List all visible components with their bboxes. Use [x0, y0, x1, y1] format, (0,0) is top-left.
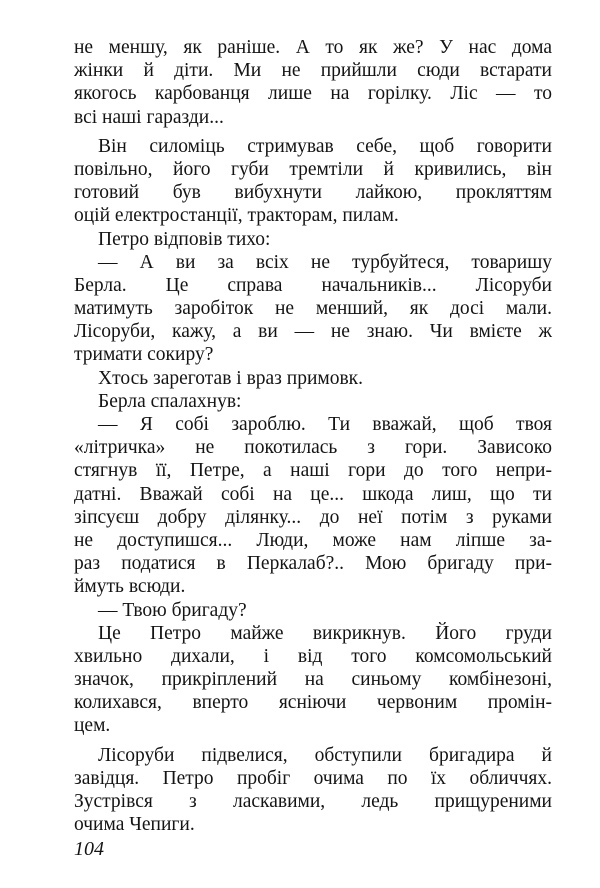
text-line: Лісоруби підвелися, обступили бригадира й — [98, 744, 552, 766]
text-line: Хтось зареготав і враз примовк. — [98, 367, 364, 389]
text-line: раз податися в Перкалаб?.. Мою бригаду при- — [74, 553, 552, 575]
text-line: Берла спалахнув: — [98, 390, 242, 412]
text-line: тримати сокиру? — [74, 344, 214, 366]
text-line: жінки й діти. Ми не прийшли сюди встарати — [74, 60, 552, 82]
text-line: не меншу, як раніше. А то як же? У нас дома — [74, 37, 552, 58]
text-line: колихався, вперто ясніючи червоним промін- — [74, 692, 552, 714]
text-line: Петро відповів тихо: — [98, 228, 271, 250]
text-line: ймуть всюди. — [74, 576, 186, 598]
text-line: Це Петро майже викрикнув. Його груди — [98, 622, 552, 644]
text-line: датні. Вважай собі на це... шкода лиш, що ти — [74, 483, 552, 505]
text-line: — А ви за всіх не турбуйтеся, товаришу — [98, 251, 552, 273]
text-line: всі наші гаразди... — [74, 106, 224, 128]
text-line: Лісоруби, кажу, а ви — не знаю. Чи вмієте ж — [74, 321, 552, 343]
text-line: цем. — [74, 715, 111, 737]
text-line: не доступишся... Люди, може нам ліпше за- — [74, 529, 552, 551]
text-line: готовий був вибухнути лайкою, прокляттям — [74, 182, 552, 204]
text-line: хвильно дихали, і від того комсомольський — [74, 645, 552, 667]
text-line: — Твою бригаду? — [98, 599, 247, 621]
text-line: Він силоміць стримував себе, щоб говорити — [98, 135, 552, 157]
text-line: зіпсуєш добру ділянку... до неї потім з руками — [74, 506, 552, 528]
text-line: очима Чепиги. — [74, 814, 195, 836]
text-line: значок, прикріплений на синьому комбінезоні, — [74, 669, 552, 691]
text-line: матимуть заробіток не менший, як досі мали. — [74, 298, 552, 320]
text-line: — Я собі зароблю. Ти вважай, щоб твоя — [98, 414, 552, 435]
text-line: Берла. Це справа начальників... Лісоруби — [74, 274, 552, 296]
body-text — [74, 36, 552, 836]
text-line: «літричка» не покотилась з гори. Зависоко — [74, 437, 552, 459]
text-line: завідця. Петро пробіг очима по їх обличчях. — [74, 767, 552, 789]
text-line: стягнув її, Петре, а наші гори до того непри- — [74, 460, 552, 482]
text-line: повільно, його губи тремтіли й кривились, він — [74, 158, 552, 180]
page-number: 104 — [74, 838, 104, 860]
text-line: оцій електростанції, тракторам, пилам. — [74, 205, 399, 227]
text-line: якогось карбованця лише на горілку. Ліс — то — [74, 83, 552, 105]
text-line: Зустрівся з ласкавими, ледь прищуреними — [74, 791, 552, 812]
